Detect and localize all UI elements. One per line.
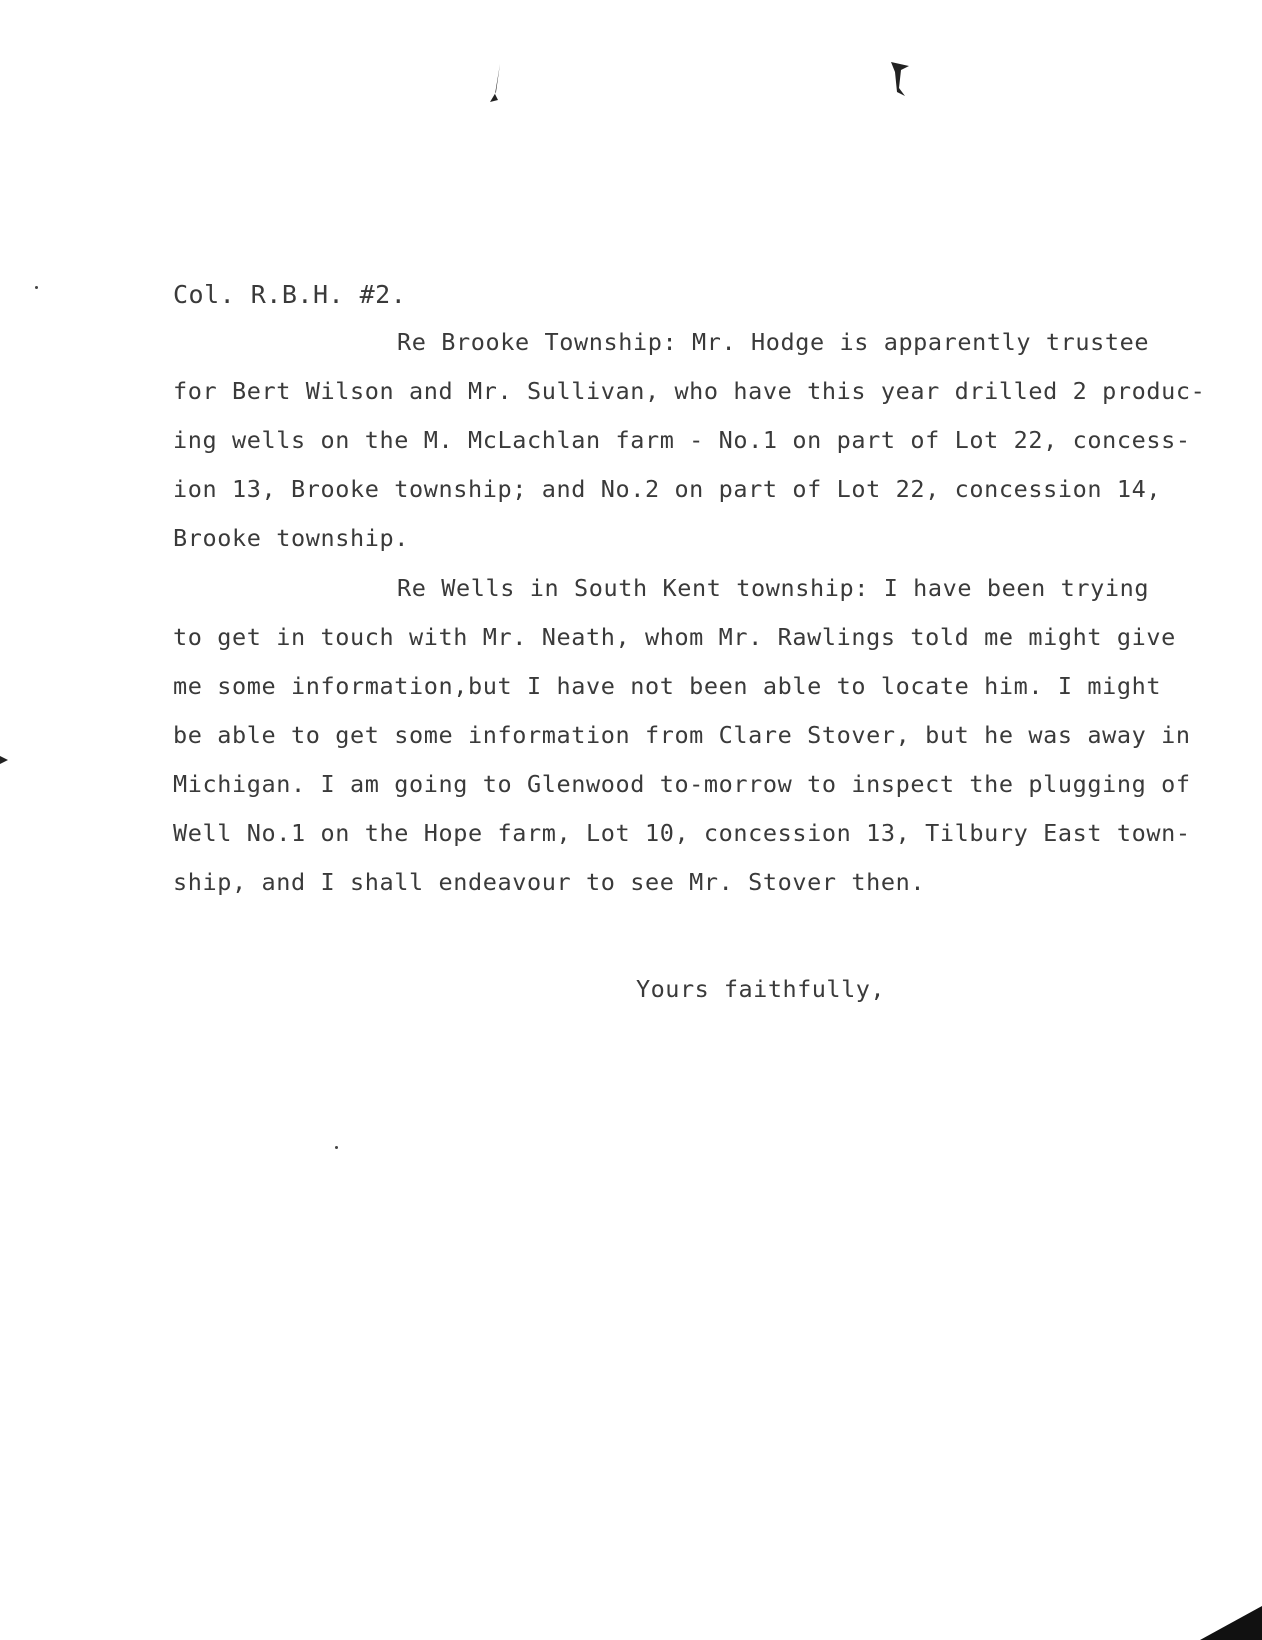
paragraph-line: be able to get some information from Clare Stover, but he was away in [173,721,1191,749]
paragraph-line: ship, and I shall endeavour to see Mr. Stover then. [173,868,926,896]
corner-artifact [1200,1600,1262,1640]
paragraph-line: Michigan. I am going to Glenwood to-morrow to inspect the plugging of [173,770,1191,798]
paragraph-line: Re Wells in South Kent township: I have been trying [397,574,1150,602]
paragraph-line: Re Brooke Township: Mr. Hodge is apparently trustee [397,328,1150,356]
paragraph-line: me some information,but I have not been able to locate him. I might [173,672,1162,700]
paragraph-line: ing wells on the M. McLachlan farm - No.1 on part of Lot 22, concess- [173,426,1191,454]
paragraph-line: to get in touch with Mr. Neath, whom Mr. Rawlings told me might give [173,623,1176,651]
reference-line: Col. R.B.H. #2. [173,280,407,309]
scan-mark-left [486,62,508,106]
stray-dot [335,1146,338,1149]
paragraph-line: ion 13, Brooke township; and No.2 on part of Lot 22, concession 14, [173,475,1162,503]
paragraph-line: for Bert Wilson and Mr. Sullivan, who have this year drilled 2 produc- [173,377,1206,405]
paragraph-line: Brooke township. [173,524,409,552]
margin-mark [0,754,10,766]
scan-mark-right [887,58,917,100]
stray-dot [35,286,38,289]
valediction: Yours faithfully, [636,975,886,1003]
paragraph-line: Well No.1 on the Hope farm, Lot 10, concession 13, Tilbury East town- [173,819,1191,847]
